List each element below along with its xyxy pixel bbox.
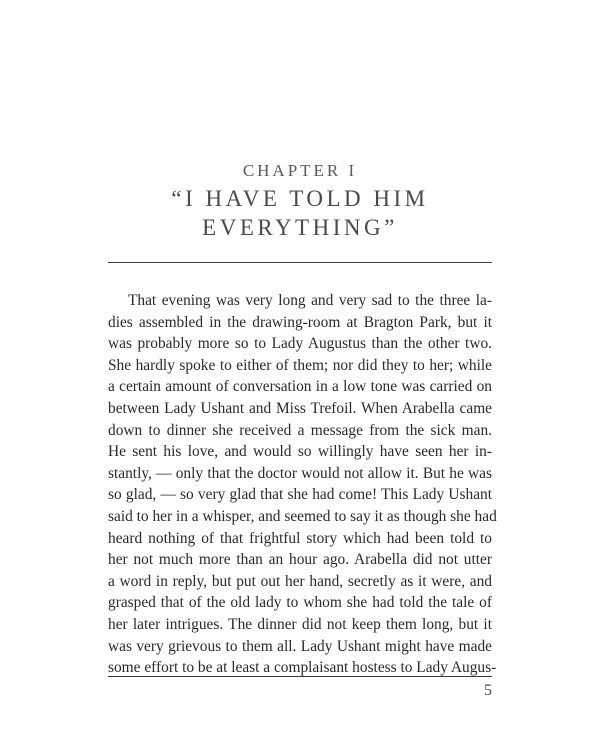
text-line: a certain amount of conversation in a low tone was carried on (108, 378, 492, 396)
text-line: some effort to be at least a complaisant hostess to Lady Augus- (108, 659, 497, 677)
chapter-title-line-2: EVERYTHING” (202, 215, 398, 240)
chapter-title-line-1: “I HAVE TOLD HIM (171, 186, 429, 211)
text-line: her not much more than an hour ago. Arabella did not utter (108, 551, 492, 569)
top-divider (108, 262, 492, 263)
body-text (108, 290, 497, 679)
bottom-divider (108, 676, 492, 677)
text-line: was very grievous to them all. Lady Ushant might have made (108, 637, 492, 655)
text-line: stantly, — only that the doctor would not allow it. But he was (108, 464, 492, 482)
text-line: dies assembled in the drawing-room at Bragton Park, but it (108, 313, 492, 331)
text-line: She hardly spoke to either of them; nor did they to her; while (108, 356, 492, 374)
text-line: heard nothing of that frightful story which had been told to (108, 529, 492, 547)
text-line: That evening was very long and very sad to the three la- (128, 292, 492, 309)
text-line: a word in reply, but put out her hand, secretly as it were, and (108, 572, 492, 590)
chapter-heading (0, 160, 600, 240)
text-line: so glad, — so very glad that she had come! This Lady Ushant (108, 486, 492, 504)
text-line: between Lady Ushant and Miss Trefoil. When Arabella came (108, 399, 492, 417)
text-line: was probably more so to Lady Augustus than the other two. (108, 335, 492, 353)
chapter-number: CHAPTER I (242, 161, 358, 180)
page-number: 5 (484, 682, 492, 699)
text-line: down to dinner she received a message from the sick man. (108, 421, 492, 439)
text-line: He sent his love, and would so willingly have seen her in- (108, 443, 492, 461)
text-line: said to her in a whisper, and seemed to say it as though she had (108, 507, 497, 525)
text-line: grasped that of the old lady to whom she had told the tale of (108, 594, 492, 612)
text-line: her later intrigues. The dinner did not keep them long, but it (108, 615, 492, 633)
